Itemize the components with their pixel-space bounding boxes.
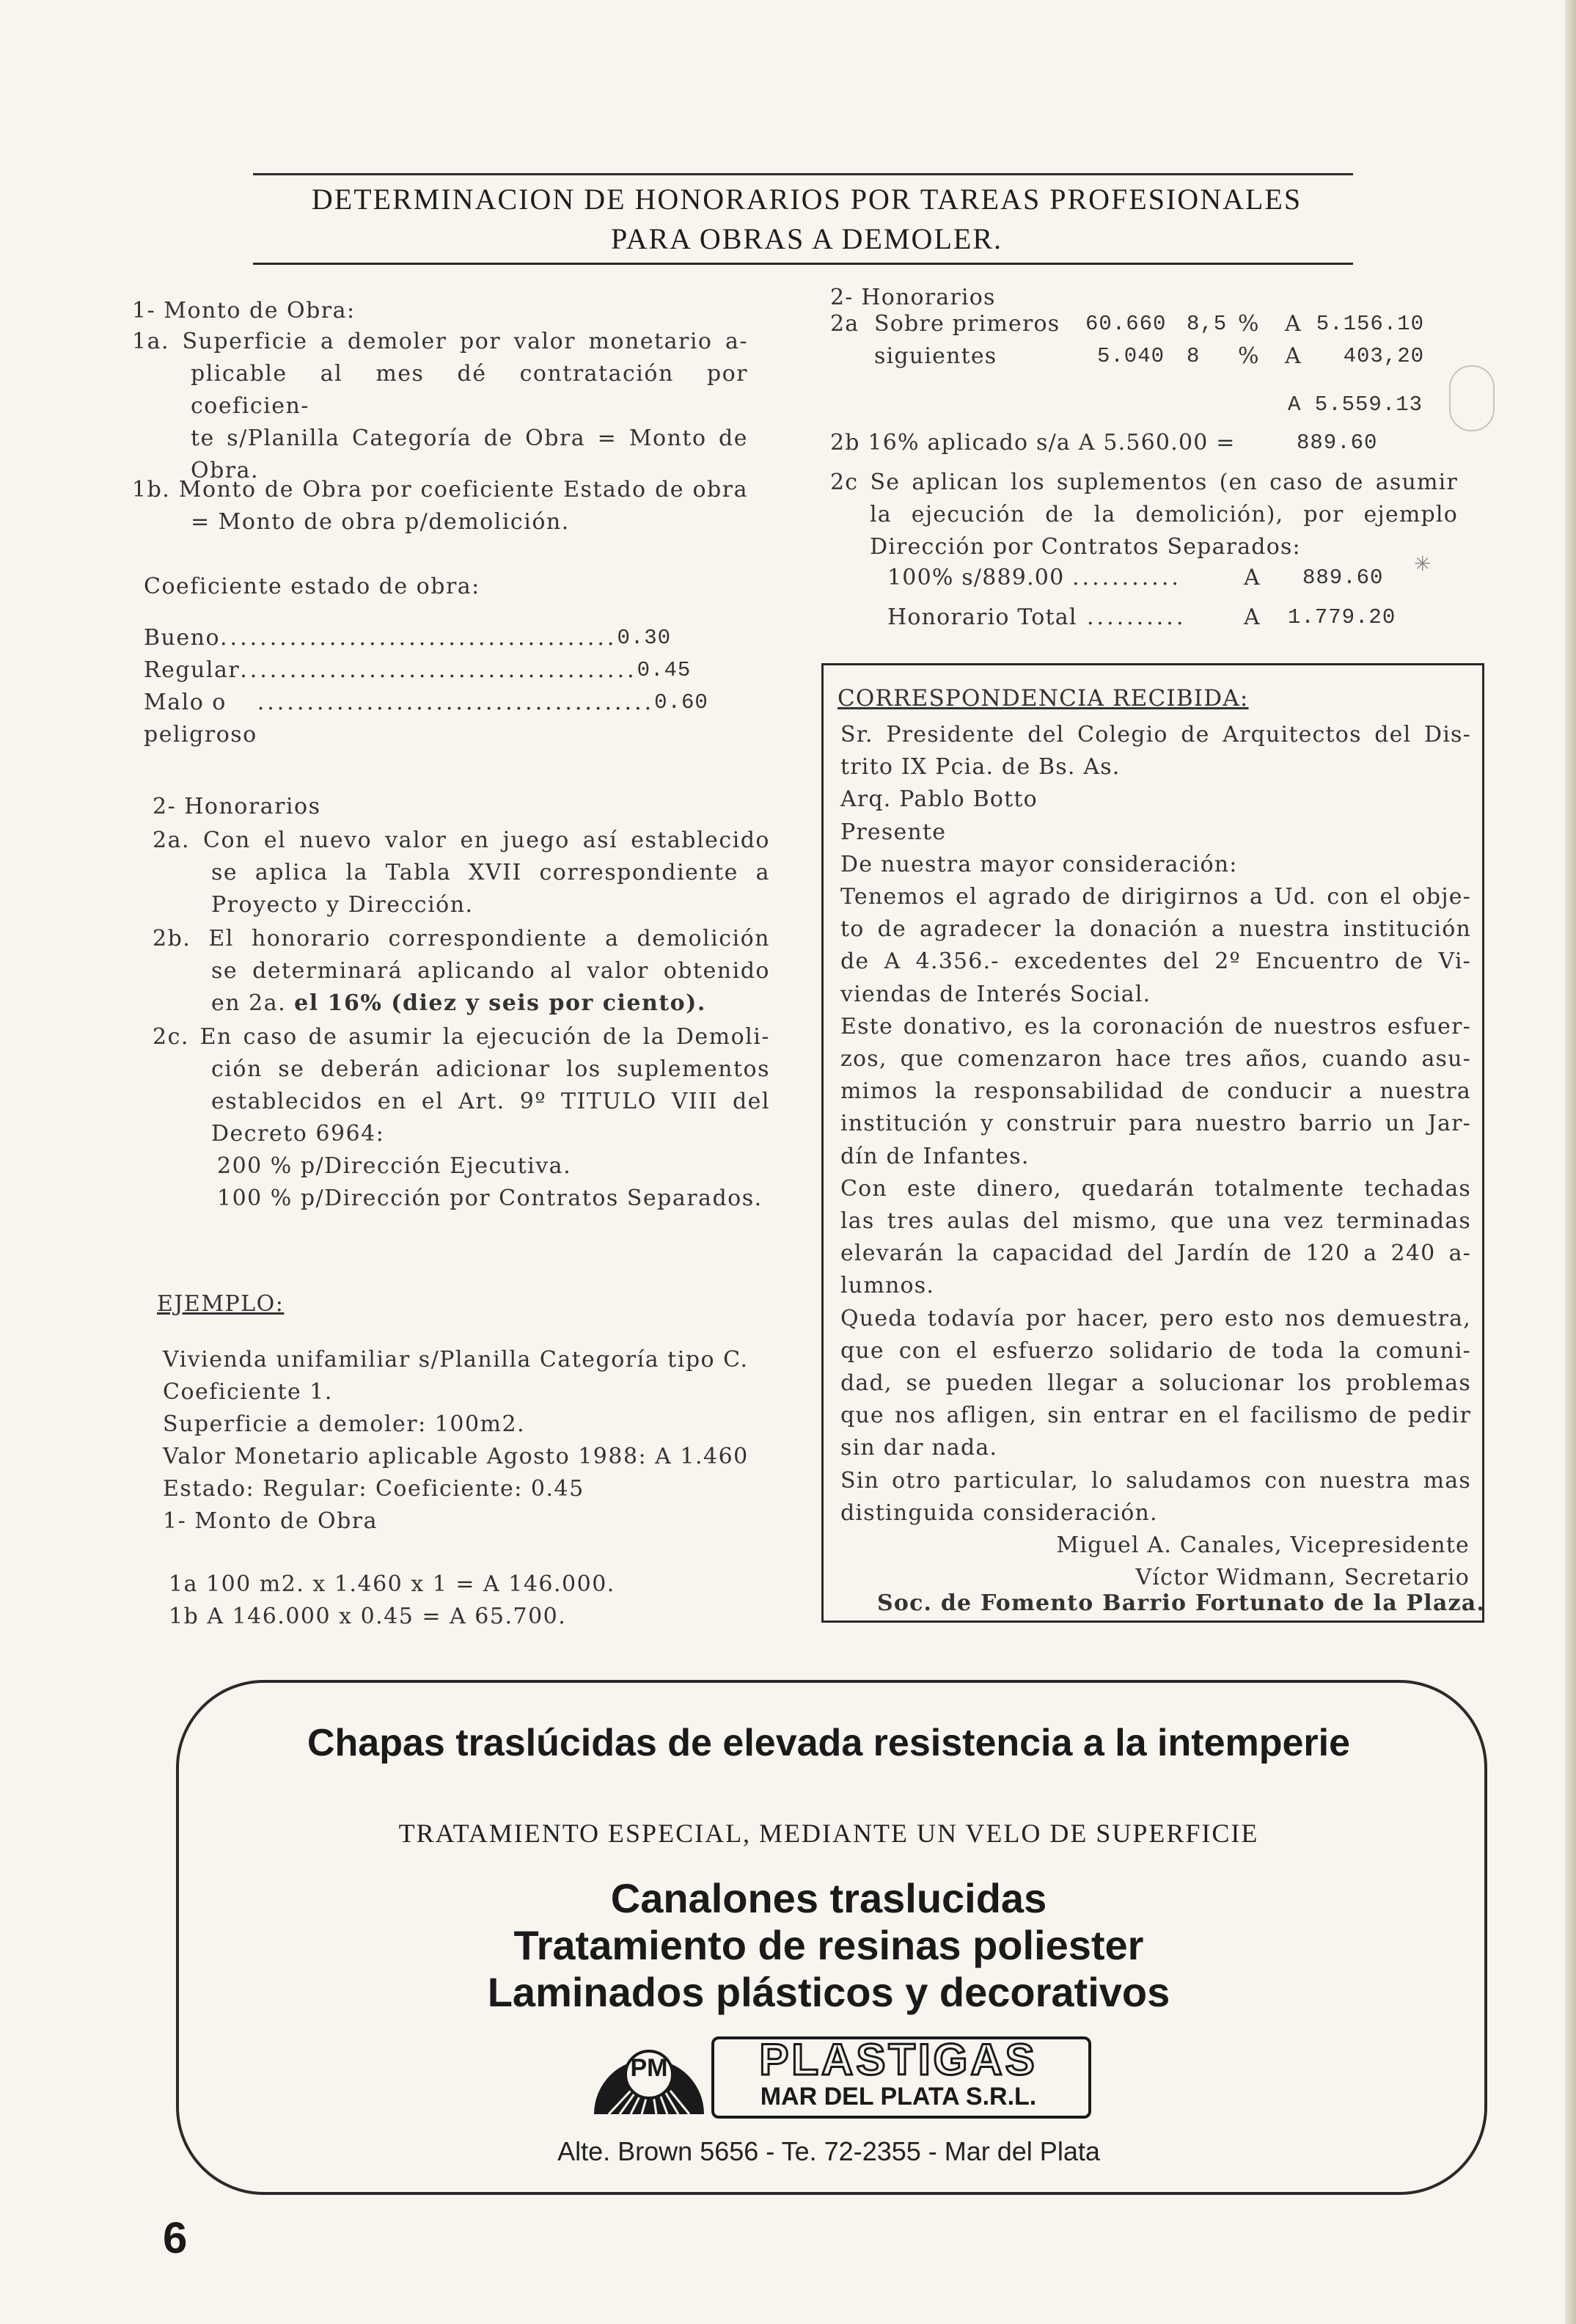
text-line: 1b. Monto de Obra por coeficiente Estado de obra <box>132 477 748 503</box>
check-mark <box>1449 365 1495 431</box>
coef-value: 0.45 <box>637 658 692 682</box>
header-top-rule <box>253 173 1353 175</box>
ejemplo-body <box>163 1344 779 1538</box>
honorarios-row <box>830 340 1454 373</box>
text-line: Decreto 6964: <box>211 1121 385 1147</box>
page-edge <box>1565 0 1576 2324</box>
calc-line: 1b A 146.000 x 0.45 = A 65.700. <box>169 1604 567 1629</box>
row-amount: 5.040 <box>1097 344 1165 368</box>
supplement-line <box>887 562 1415 594</box>
letter-line: Arq. Pablo Botto <box>840 786 1038 813</box>
letter-line: de A 4.356.- excedentes del 2º Encuentro de Vi- <box>840 949 1471 975</box>
text-line: = Monto de obra p/demolición. <box>191 509 570 535</box>
coef-label: Malo o peligroso <box>144 690 257 748</box>
section-2b-line <box>830 427 1454 459</box>
letter-line: Este donativo, es la coronación de nuestros esfuer- <box>840 1013 1471 1039</box>
row-desc: siguientes <box>874 343 997 369</box>
star-mark: ✳ <box>1414 552 1432 576</box>
honorarios-table <box>830 308 1454 373</box>
letter-line: Presente <box>840 819 947 845</box>
ad-product: Tratamiento de resinas poliester <box>513 1922 1144 1968</box>
letter-line: dad, se pueden llegar a solucionar los problemas <box>840 1370 1471 1397</box>
text-line: 2c Se aplican los suplementos (en caso de asumir <box>830 469 1458 495</box>
total-line <box>887 602 1415 634</box>
row-desc: Sobre primeros <box>874 311 1060 337</box>
letter-line: institución y construir para nuestro barrio un Jar- <box>840 1111 1471 1137</box>
letter-line: sin dar nada. <box>840 1435 998 1461</box>
coef-value: 0.60 <box>654 690 708 715</box>
letter-line: elevarán la capacidad del Jardín de 120 a 240 a- <box>840 1240 1471 1267</box>
letter-line: viendas de Interés Social. <box>840 981 1151 1007</box>
supplement-label: 100% s/889.00 <box>887 565 1065 591</box>
honorarios-subtotal: A 5.559.13 <box>1288 392 1423 417</box>
page-title-line2: PARA OBRAS A DEMOLER. <box>611 222 1003 255</box>
page-title-line1: DETERMINACION DE HONORARIOS POR TAREAS PROFESIONALES <box>311 183 1302 216</box>
dot-leader: ........................................ <box>240 657 637 683</box>
letter-signature-1: Miguel A. Canales, Vicepresidente <box>1056 1532 1470 1559</box>
letter-line: De nuestra mayor consideración: <box>840 851 1238 877</box>
letter-signature-2: Víctor Widmann, Secretario <box>1135 1565 1470 1591</box>
page-number: 6 <box>163 2213 188 2262</box>
ejemplo-heading: EJEMPLO: <box>157 1291 285 1317</box>
text-line: 2b. El honorario correspondiente a demolición <box>153 926 770 951</box>
logo-company: MAR DEL PLATA S.R.L. <box>760 2083 1037 2111</box>
section-2b <box>153 923 770 1020</box>
text-line: establecidos en el Art. 9º TITULO VIII del <box>211 1089 770 1114</box>
text-line: 2c. En caso de asumir la ejecución de la Demoli- <box>153 1024 770 1050</box>
bold-span: el 16% (diez y seis por ciento). <box>294 990 706 1016</box>
letter-line: to de agradecer la donación a nuestra institución <box>840 916 1471 943</box>
right-section-2-heading: 2- Honorarios <box>830 285 996 310</box>
coef-row <box>144 622 672 654</box>
letter-line: Con este dinero, quedarán totalmente techadas <box>840 1175 1471 1202</box>
logo-brand: PLASTIGAS <box>759 2035 1038 2084</box>
text-line: 100 % p/Dirección por Contratos Separados. <box>217 1185 763 1211</box>
letter-line: trito IX Pcia. de Bs. As. <box>840 754 1121 781</box>
header-bottom-rule <box>253 263 1353 265</box>
text-line: la ejecución de la demolición), por ejemplo <box>870 502 1458 527</box>
section-1a <box>132 326 748 487</box>
row-amount: 60.660 <box>1085 312 1167 336</box>
letter-line: zos, que comenzaron hace tres años, cuando asu- <box>840 1046 1471 1073</box>
text-line: 1a. Superficie a demoler por valor monetario a- <box>132 329 748 354</box>
text-line: 200 % p/Dirección Ejecutiva. <box>217 1153 572 1179</box>
coef-title: Coeficiente estado de obra: <box>144 574 480 599</box>
text-line: Obra. <box>191 458 260 483</box>
honorarios-row <box>830 308 1454 340</box>
coef-label: Bueno <box>144 625 221 651</box>
letter-body <box>840 719 1471 1594</box>
coef-table <box>144 622 708 751</box>
text-line: plicable al mes dé contratación por coeficien- <box>191 361 748 419</box>
text-line: Dirección por Contratos Separados: <box>870 534 1301 560</box>
section-2c <box>153 1021 770 1215</box>
row-value: 403,20 <box>1343 344 1424 368</box>
coef-row <box>144 654 692 687</box>
text-line: se aplica la Tabla XVII correspondiente a <box>211 860 770 885</box>
text-line: Superficie a demoler: 100m2. <box>163 1411 526 1437</box>
section-2b-text: 2b 16% aplicado s/a A 5.560.00 = <box>830 430 1236 456</box>
coef-row <box>144 687 708 751</box>
text-line: ción se deberán adicionar los suplementos <box>211 1056 770 1082</box>
letter-line: distinguida consideración. <box>840 1499 1158 1526</box>
section-2a <box>153 825 770 921</box>
letter-line: que con el esfuerzo solidario de toda la comuni- <box>840 1337 1471 1364</box>
text-line <box>153 987 770 1020</box>
row-pct: 8,5 <box>1187 312 1228 336</box>
text-span: en 2a. <box>211 990 287 1016</box>
letter-organization: Soc. de Fomento Barrio Fortunato de la Plaza. <box>877 1590 1486 1616</box>
text-line: se determinará aplicando al valor obtenido <box>211 958 770 984</box>
letter-line: Sr. Presidente del Colegio de Arquitectos del Dis- <box>840 722 1471 748</box>
row-pct-sign: % <box>1238 311 1260 337</box>
text-line: Coeficiente 1. <box>163 1379 333 1405</box>
text-line: 1- Monto de Obra <box>163 1508 378 1534</box>
row-label: 2a <box>830 311 860 337</box>
row-pct-sign: % <box>1238 343 1260 369</box>
ejemplo-calc <box>169 1568 785 1633</box>
letter-line: las tres aulas del mismo, que una vez terminadas <box>840 1208 1471 1235</box>
letter-line: que nos afligen, sin entrar en el facilismo de pedir <box>840 1403 1471 1429</box>
total-value: 1.779.20 <box>1288 605 1396 629</box>
letter-line: Sin otro particular, lo saludamos con nuestra mas <box>840 1467 1471 1494</box>
calc-line: 1a 100 m2. x 1.460 x 1 = A 146.000. <box>169 1571 615 1597</box>
letter-line: lumnos. <box>840 1273 935 1299</box>
row-currency: A <box>1285 343 1302 369</box>
section-2c-right <box>830 467 1458 563</box>
text-line: Estado: Regular: Coeficiente: 0.45 <box>163 1476 584 1502</box>
section-1-heading: 1- Monto de Obra: <box>132 298 356 324</box>
section-2b-value: 889.60 <box>1297 431 1378 455</box>
supplement-currency: A <box>1244 565 1261 591</box>
coef-label: Regular <box>144 657 241 683</box>
coef-value: 0.30 <box>617 626 672 650</box>
dot-leader: ........................................ <box>257 690 655 715</box>
total-currency: A <box>1244 604 1261 630</box>
row-value: 5.156.10 <box>1316 312 1424 336</box>
text-line: te s/Planilla Categoría de Obra = Monto de <box>191 425 748 451</box>
letter-line: dín de Infantes. <box>840 1143 1030 1169</box>
row-currency: A <box>1285 311 1302 337</box>
ad-product: Canalones traslucidas <box>610 1875 1047 1921</box>
dot-leader: ........... <box>1072 565 1181 591</box>
ad-subhead: TRATAMIENTO ESPECIAL, MEDIANTE UN VELO DE SUPERFICIE <box>398 1819 1259 1848</box>
row-pct: 8 <box>1187 344 1201 368</box>
section-2-heading: 2- Honorarios <box>153 794 321 819</box>
plastigas-logo <box>587 2032 1093 2120</box>
logo-letters: PM <box>630 2054 668 2082</box>
correspondence-title: CORRESPONDENCIA RECIBIDA: <box>838 685 1249 712</box>
letter-line: Tenemos el agrado de dirigirnos a Ud. con el obje- <box>840 884 1471 910</box>
text-line: Vivienda unifamiliar s/Planilla Categoría tipo C. <box>163 1347 749 1373</box>
text-line: Valor Monetario aplicable Agosto 1988: A 1.460 <box>163 1444 749 1469</box>
text-line: 2a. Con el nuevo valor en juego así establecido <box>153 827 770 853</box>
total-label: Honorario Total <box>887 604 1077 630</box>
dot-leader: ........................................ <box>220 625 617 651</box>
section-1b <box>132 474 748 538</box>
ad-address: Alte. Brown 5656 - Te. 72-2355 - Mar del Plata <box>557 2136 1100 2166</box>
ad-headline: Chapas traslúcidas de elevada resistencia a la intemperie <box>307 1722 1351 1764</box>
dot-leader: .......... <box>1087 604 1187 630</box>
text-line: Proyecto y Dirección. <box>211 892 474 918</box>
letter-line: mimos la responsabilidad de conducir a nuestra <box>840 1078 1471 1105</box>
letter-line: Queda todavía por hacer, pero esto nos demuestra, <box>840 1305 1471 1331</box>
supplement-value: 889.60 <box>1302 566 1384 590</box>
ad-product: Laminados plásticos y decorativos <box>487 1969 1170 2015</box>
